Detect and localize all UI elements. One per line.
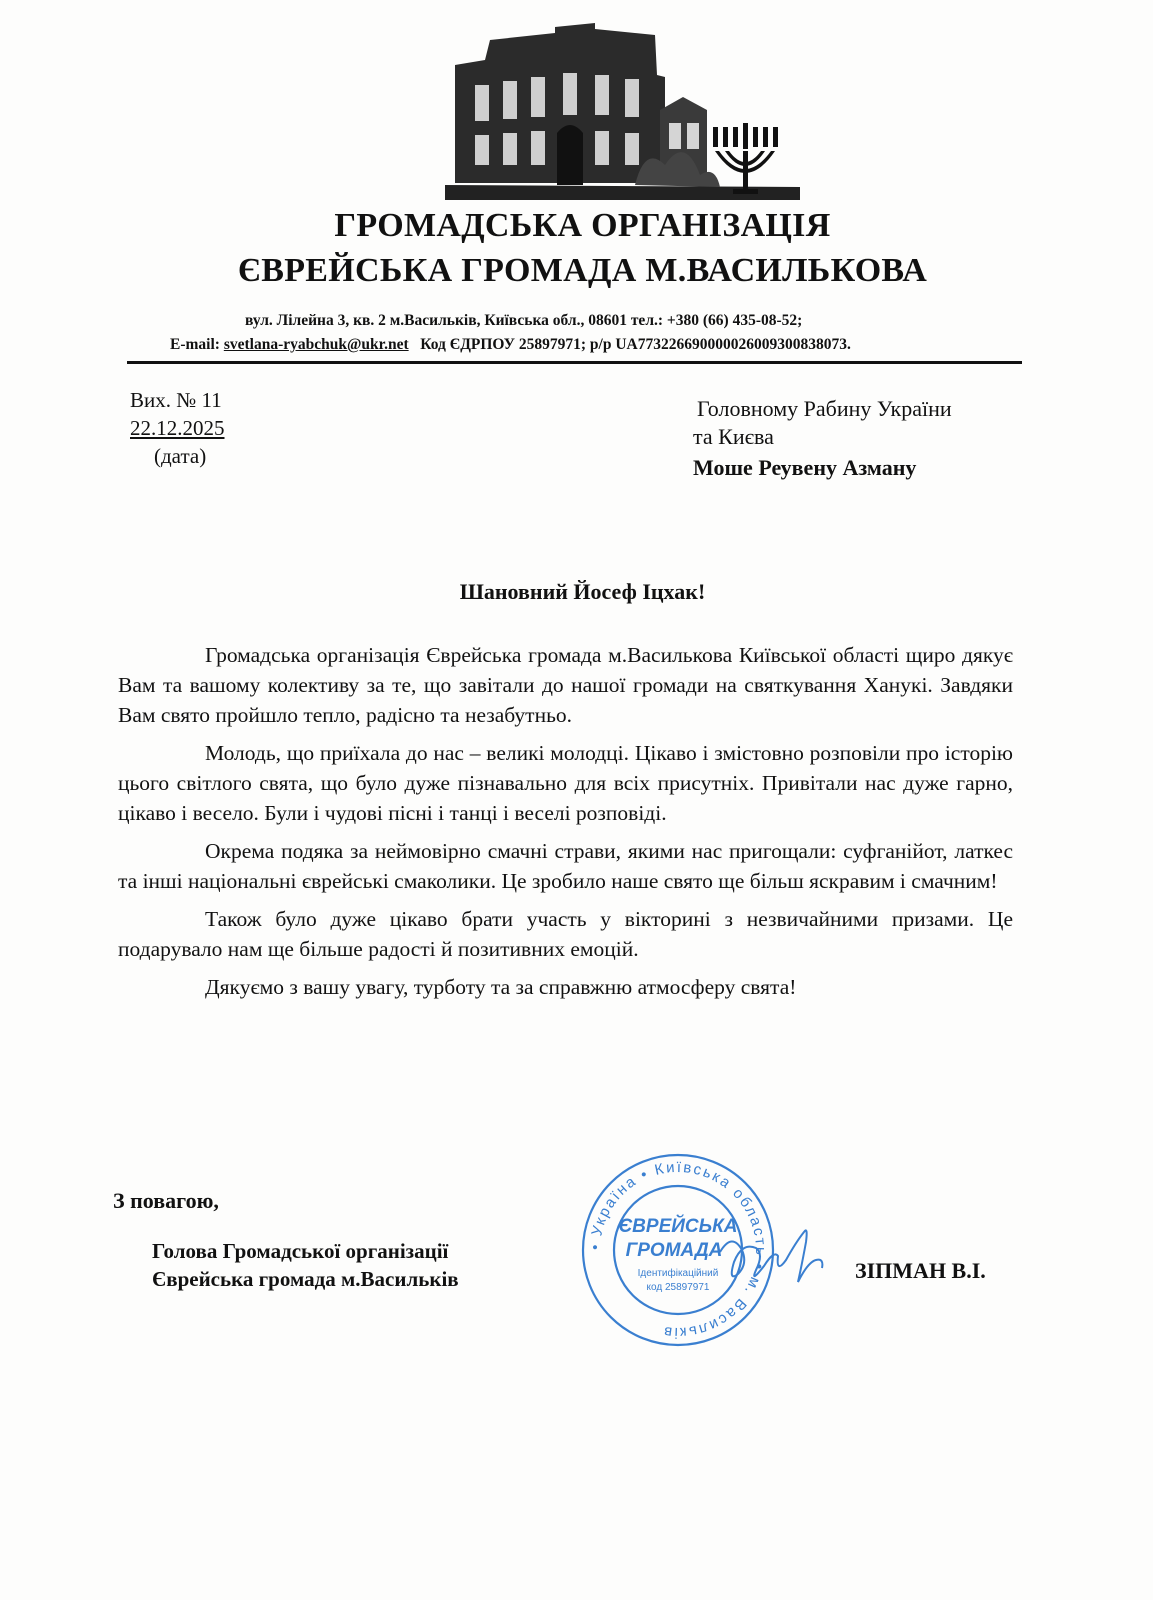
recipient-block — [693, 395, 952, 482]
body-paragraph: Дякуємо з вашу увагу, турботу та за справжню атмосферу свята! — [205, 975, 797, 999]
handwritten-signature — [712, 1212, 832, 1302]
letter-body — [118, 640, 1013, 1002]
body-paragraph: Окрема подяка за неймовірно смачні страви, якими нас пригощали: суфганійот, латкес та інші національні єврейські смаколики. Це зробило наше свято ще більш яскравим і смачним! — [118, 839, 1013, 893]
stamp-center-line-3: Ідентифікаційний — [637, 1268, 719, 1279]
recipient-line-1: Головному Рабину України — [697, 396, 952, 421]
registry-info: Код ЄДРПОУ 25897971; р/р UA773226690000026009300838073. — [420, 336, 851, 353]
org-title-line-2: ЄВРЕЙСЬКА ГРОМАДА М.ВАСИЛЬКОВА — [237, 252, 928, 289]
outgoing-date-caption: (дата) — [154, 444, 207, 468]
signatory-title — [152, 1237, 459, 1293]
recipient-line-2: та Києва — [693, 424, 774, 449]
signatory-name: ЗІПМАН В.І. — [855, 1258, 986, 1283]
contact-line — [170, 336, 851, 354]
stamp-center-line-4: код 25897971 — [646, 1282, 710, 1293]
header-divider — [127, 361, 1022, 364]
stamp-center-line-1: ЄВРЕЙСЬКА — [618, 1216, 738, 1237]
email-link[interactable]: svetlana-ryabchuk@ukr.net — [223, 336, 409, 353]
outgoing-date: 22.12.2025 — [130, 416, 225, 440]
signatory-title-line-2: Єврейська громада м.Васильків — [152, 1267, 459, 1291]
recipient-name: Моше Реувену Азману — [693, 455, 917, 480]
header-building-illustration — [445, 15, 800, 200]
signatory-title-line-1: Голова Громадської організації — [152, 1239, 449, 1263]
salutation: Шановний Йосеф Іцхак! — [459, 579, 706, 604]
outgoing-number: Вих. № 11 — [130, 388, 222, 412]
closing: З повагою, — [113, 1188, 219, 1213]
address-line: вул. Лілейна 3, кв. 2 м.Васильків, Київська обл., 08601 тел.: +380 (66) 435-08-52; — [245, 312, 803, 329]
body-paragraph: Також було дуже цікаво брати участь у вікторині з незвичайними призами. Це подарувало нам ще більше радості й позитивних емоцій. — [118, 907, 1013, 961]
email-label: E-mail: — [170, 336, 220, 353]
outgoing-reference — [130, 386, 225, 470]
body-paragraph: Молодь, що приїхала до нас – великі молодці. Цікаво і змістовно розповіли про історію цього світлого свята, що було дуже пізнавально для всіх присутніх. Привітали нас дуже гарно, цікаво і весело. Були і чудові пісні і танці і веселі розповіді. — [118, 741, 1013, 825]
stamp-center-line-2: ГРОМАДА — [625, 1240, 723, 1261]
org-title-line-1: ГРОМАДСЬКА ОРГАНІЗАЦІЯ — [334, 207, 831, 244]
body-paragraph: Громадська організація Єврейська громада м.Василькова Київської області щиро дякує Вам та вашому колективу за те, що завітали до нашої громади на святкування Ханукi. Завдяки Вам свято пройшло тепло, радісно та незабутньо. — [118, 643, 1013, 727]
stamp-ring-text: • Україна • Київська область • м. Васильків — [586, 1158, 770, 1342]
